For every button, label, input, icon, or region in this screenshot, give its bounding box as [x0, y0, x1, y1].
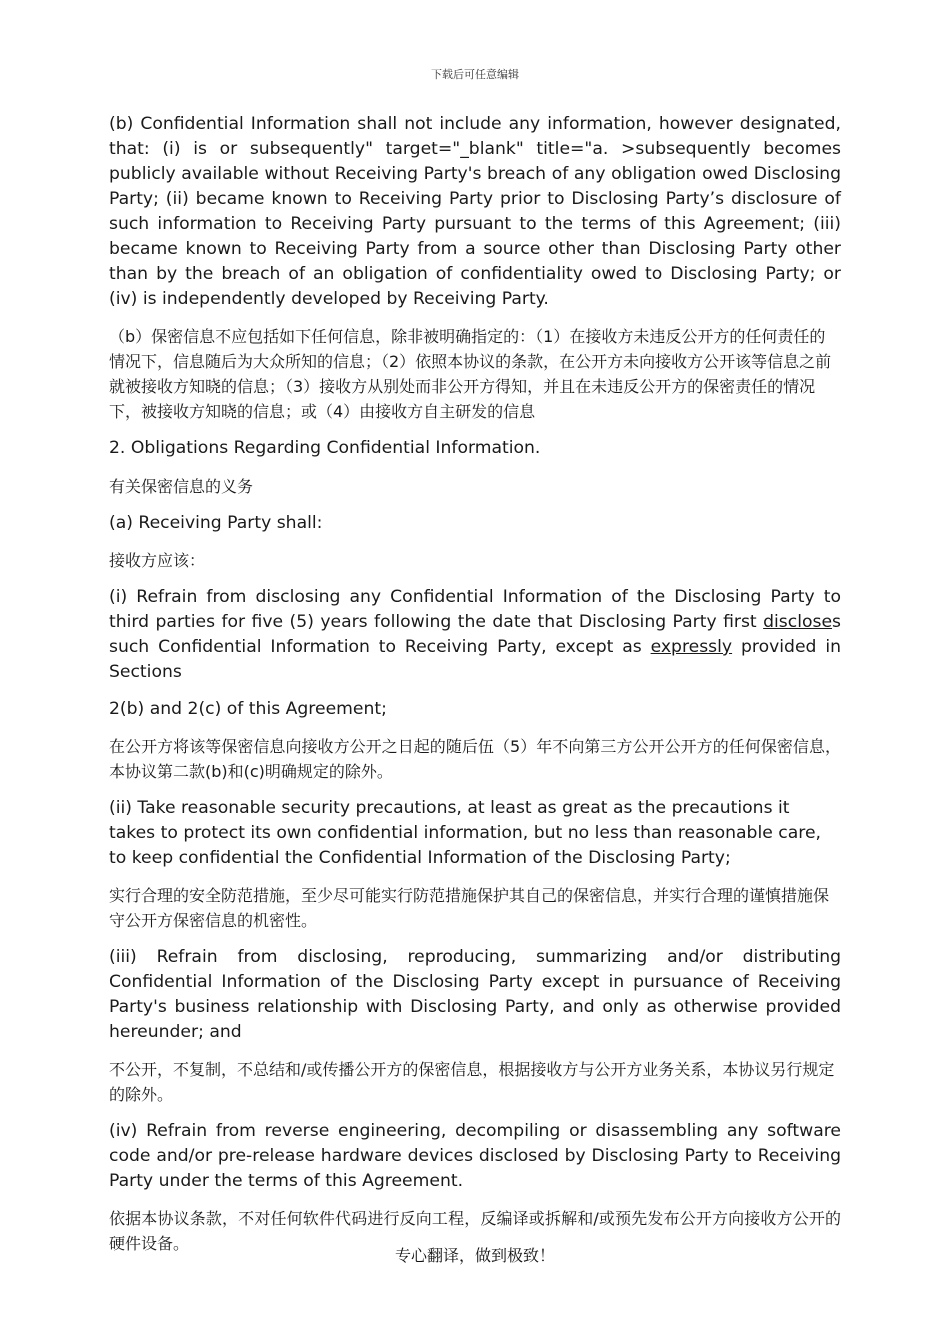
page-footer: 专心翻译，做到极致！: [394, 1246, 555, 1265]
paragraph-2a-i-text-3: provided in Sections: [109, 637, 841, 682]
paragraph-2a-i-zh: 在公开方将该等保密信息向接收方公开之日起的随后伍（5）年不向第三方公开公开方的任何保密信息，本协议第二款(b)和(c)明确规定的除外。: [109, 737, 841, 781]
section-2-heading-en: 2. Obligations Regarding Confidential Information.: [109, 438, 541, 458]
section-2-heading-zh: 有关保密信息的义务: [109, 477, 254, 496]
paragraph-2a-i-text-1: (i) Refrain from disclosing any Confidential Information of the Disclosing Party to third parties for five (5) years following the date that Disclosing Party first: [109, 587, 841, 632]
underlined-word-expressly: expressly: [650, 637, 733, 657]
paragraph-2a-i-continued-en: 2(b) and 2(c) of this Agreement;: [109, 699, 387, 719]
paragraph-2a-iii-en: (iii) Refrain from disclosing, reproducing, summarizing and/or distributing Confidential Information of the Disclosing Party except in pursuance of Receiving Party's business relationship with Disclosing Party, and only as otherwise provided hereunder; and: [109, 947, 841, 1042]
paragraph-2a-ii-en: (ii) Take reasonable security precautions, at least as great as the precautions it takes to protect its own confidential information, but no less than reasonable care, to keep confidential the Confidential Information of the Disclosing Party;: [109, 798, 821, 868]
underlined-word-disclose: disclose: [763, 612, 833, 632]
page-header: 下载后可任意编辑: [431, 68, 519, 81]
paragraph-1b-exclusions-en: (b) Confidential Information shall not include any information, however designated, that: (i) is or subsequently" target="_blank" title="a. >subsequently becomes publicly available without Receiving Party's breach of any obligation owed Disclosing Party; (ii) became known to Receiving Party prior to Disclosing Party’s disclosure of such information to Receiving Party pursuant to the terms of this Agreement; (iii) became known to Receiving Party from a source other than Disclosing Party other than by the breach of an obligation of confidentiality owed to Disclosing Party; or (iv) is independently developed by Receiving Party.: [109, 114, 841, 309]
paragraph-2a-i-text-2: s such Confidential Information to Receiving Party, except as: [109, 612, 841, 657]
document-body: [109, 112, 841, 1256]
paragraph-2a-iv-zh: 依据本协议条款，不对任何软件代码进行反向工程，反编译或拆解和/或预先发布公开方向接收方公开的硬件设备。: [109, 1209, 841, 1253]
paragraph-1b-exclusions-zh: （b）保密信息不应包括如下任何信息，除非被明确指定的：（1）在接收方未违反公开方的任何责任的情况下，信息随后为大众所知的信息；（2）依照本协议的条款，在公开方未向接收方公开该等信息之前就被接收方知晓的信息；（3）接收方从别处而非公开方得知，并且在未违反公开方的保密责任的情况下，被接收方知晓的信息；或（4）由接收方自主研发的信息: [109, 327, 832, 421]
paragraph-2a-en: (a) Receiving Party shall:: [109, 513, 323, 533]
paragraph-2a-i-en: [109, 585, 841, 685]
paragraph-2a-iii-zh: 不公开，不复制，不总结和/或传播公开方的保密信息，根据接收方与公开方业务关系，本协议另行规定的除外。: [109, 1060, 835, 1104]
paragraph-2a-iv-en: (iv) Refrain from reverse engineering, decompiling or disassembling any software code and/or pre-release hardware devices disclosed by Disclosing Party to Receiving Party under the terms of this Agreement.: [109, 1121, 841, 1191]
paragraph-2a-ii-zh: 实行合理的安全防范措施，至少尽可能实行防范措施保护其自己的保密信息，并实行合理的谨慎措施保守公开方保密信息的机密性。: [109, 886, 830, 930]
paragraph-2a-zh: 接收方应该：: [109, 551, 206, 570]
